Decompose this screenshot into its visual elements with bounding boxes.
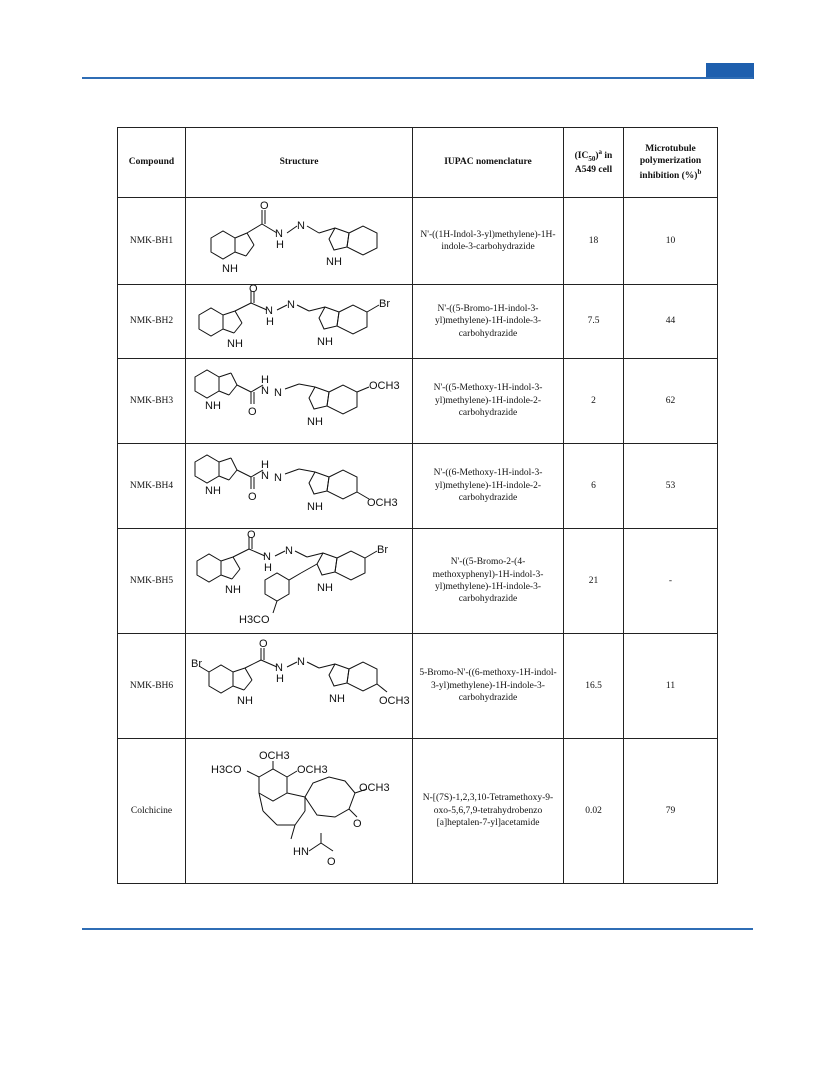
iupac-name: N-[(7S)-1,2,3,10-Tetramethoxy-9-oxo-5,6,7,9-tetrahydrobenzo [a]heptalen-7-yl]acetamide (413, 739, 564, 884)
table-row (118, 634, 718, 739)
ic50-value: 2 (564, 359, 624, 444)
table-row (118, 198, 718, 285)
compound-name: NMK-BH1 (118, 198, 186, 285)
table-row (118, 359, 718, 444)
atom-label: O (327, 856, 336, 868)
atom-label: N (275, 228, 283, 240)
atom-label: O (260, 200, 269, 212)
atom-label: N (285, 545, 293, 557)
structure-colchicine (189, 739, 416, 883)
structure-nmk-bh1 (189, 198, 416, 284)
iupac-name: N'-((6-Methoxy-1H-indol-3-yl)methylene)-1H-indole-2-carbohydrazide (413, 444, 564, 529)
structure-nmk-bh5 (189, 529, 416, 633)
table-header-row (118, 128, 718, 198)
atom-label: NH (307, 416, 323, 428)
header-ic50: $(IC_{50})^a$ in A549 cell (564, 128, 624, 198)
compound-name: NMK-BH5 (118, 529, 186, 634)
footer-rule (82, 928, 753, 930)
table-row (118, 444, 718, 529)
atom-label: N (263, 551, 271, 563)
header-rule (82, 77, 753, 79)
atom-label: Br (379, 298, 390, 310)
atom-label: OCH3 (367, 497, 398, 509)
atom-label: HN (293, 846, 309, 858)
atom-label: Br (377, 544, 388, 556)
atom-label: OCH3 (369, 380, 400, 392)
structure-nmk-bh6 (189, 634, 416, 738)
atom-label: H (261, 374, 269, 386)
atom-label: H3CO (239, 614, 270, 626)
structure-cell (186, 285, 413, 359)
atom-label: NH (205, 485, 221, 497)
structure-cell (186, 529, 413, 634)
atom-label: N (274, 387, 282, 399)
structure-nmk-bh3 (189, 359, 416, 443)
atom-label: N (287, 299, 295, 311)
header-compound: Compound (118, 128, 186, 198)
ic50-value: 0.02 (564, 739, 624, 884)
iupac-name: N'-((1H-Indol-3-yl)methylene)-1H-indole-3-carbohydrazide (413, 198, 564, 285)
atom-label: H3CO (211, 764, 242, 776)
inhibition-value: 44 (624, 285, 718, 359)
atom-label: OCH3 (259, 750, 290, 762)
header-iupac: IUPAC nomenclature (413, 128, 564, 198)
structure-nmk-bh4 (189, 444, 416, 528)
atom-label: NH (326, 256, 342, 268)
ic50-value: 6 (564, 444, 624, 529)
iupac-name: N'-((5-Bromo-1H-indol-3-yl)methylene)-1H-indole-3-carbohydrazide (413, 285, 564, 359)
ic50-value: 18 (564, 198, 624, 285)
inhibition-value: 79 (624, 739, 718, 884)
ic50-value: 16.5 (564, 634, 624, 739)
header-structure: Structure (186, 128, 413, 198)
atom-label: O (248, 406, 257, 418)
atom-label: O (259, 638, 268, 650)
atom-label: N (261, 470, 269, 482)
atom-label: NH (227, 338, 243, 350)
iupac-name: N'-((5-Methoxy-1H-indol-3-yl)methylene)-1H-indole-2-carbohydrazide (413, 359, 564, 444)
compound-table (117, 127, 718, 884)
compound-name: NMK-BH2 (118, 285, 186, 359)
compound-name: Colchicine (118, 739, 186, 884)
atom-label: N (261, 385, 269, 397)
atom-label: NH (225, 584, 241, 596)
atom-label: O (249, 285, 258, 295)
inhibition-value: 11 (624, 634, 718, 739)
atom-label: O (353, 818, 362, 830)
atom-label: N (297, 220, 305, 232)
ic50-value: 21 (564, 529, 624, 634)
atom-label: NH (317, 336, 333, 348)
atom-label: NH (222, 263, 238, 275)
atom-label: OCH3 (379, 695, 410, 707)
compound-name: NMK-BH3 (118, 359, 186, 444)
atom-label: H (276, 673, 284, 685)
compound-name: NMK-BH6 (118, 634, 186, 739)
inhibition-value: 53 (624, 444, 718, 529)
structure-cell (186, 359, 413, 444)
structure-cell (186, 198, 413, 285)
table-row (118, 285, 718, 359)
structure-cell (186, 634, 413, 739)
header-microtubule: Microtubule polymerization inhibition (%)$^b$ (624, 128, 718, 198)
atom-label: NH (237, 695, 253, 707)
atom-label: N (297, 656, 305, 668)
atom-label: OCH3 (297, 764, 328, 776)
iupac-name: N'-((5-Bromo-2-(4-methoxyphenyl)-1H-indol-3-yl)methylene)-1H-indole-3-carbohydrazide (413, 529, 564, 634)
atom-label: Br (191, 658, 202, 670)
structure-cell (186, 739, 413, 884)
atom-label: N (274, 472, 282, 484)
atom-label: NH (317, 582, 333, 594)
atom-label: O (248, 491, 257, 503)
atom-label: H (266, 316, 274, 328)
inhibition-value: 10 (624, 198, 718, 285)
atom-label: NH (329, 693, 345, 705)
atom-label: NH (307, 501, 323, 513)
table-row (118, 529, 718, 634)
ic50-value: 7.5 (564, 285, 624, 359)
atom-label: H (276, 239, 284, 251)
atom-label: N (275, 662, 283, 674)
iupac-name: 5-Bromo-N'-((6-methoxy-1H-indol-3-yl)methylene)-1H-indole-3-carbohydrazide (413, 634, 564, 739)
compound-name: NMK-BH4 (118, 444, 186, 529)
inhibition-value: 62 (624, 359, 718, 444)
atom-label: H (261, 459, 269, 471)
inhibition-value: - (624, 529, 718, 634)
structure-cell (186, 444, 413, 529)
atom-label: N (265, 305, 273, 317)
atom-label: NH (205, 400, 221, 412)
atom-label: OCH3 (359, 782, 390, 794)
table-row (118, 739, 718, 884)
atom-label: O (247, 529, 256, 541)
structure-nmk-bh2 (189, 285, 416, 358)
atom-label: H (264, 562, 272, 574)
